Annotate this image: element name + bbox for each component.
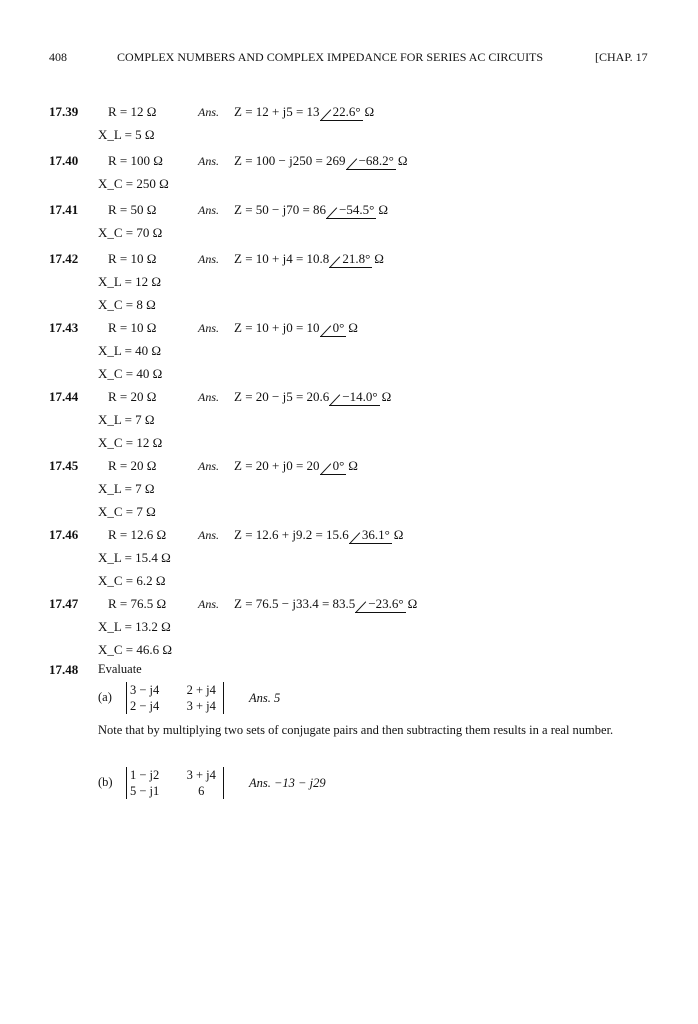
given-value: X_C = 40 Ω <box>98 366 163 381</box>
unit-symbol: Ω <box>378 202 389 217</box>
equation-text: Z = 100 − j250 = 269 <box>234 153 346 168</box>
problem-number: 17.48 <box>49 662 79 677</box>
answer-label: Ans. <box>198 203 219 217</box>
determinant-row <box>127 682 223 698</box>
angle-underline <box>329 405 379 406</box>
angle-value: 36.1° <box>361 527 390 542</box>
determinant-row <box>127 783 223 799</box>
given-value: R = 50 Ω <box>108 202 157 217</box>
angle-value: −14.0° <box>342 389 378 404</box>
angle-notation <box>349 527 390 543</box>
chapter-label: [CHAP. 17 <box>595 50 648 64</box>
part-a-label: (a) <box>98 690 112 704</box>
given-value: R = 12.6 Ω <box>108 527 167 542</box>
page-number: 408 <box>49 50 67 64</box>
given-value: X_L = 5 Ω <box>98 127 155 142</box>
equation-text: Z = 12.6 + j9.2 = 15.6 <box>234 527 349 542</box>
angle-value: 22.6° <box>332 104 361 119</box>
answer-label: Ans. <box>198 105 219 119</box>
angle-value: 21.8° <box>342 251 371 266</box>
angle-notation <box>355 596 403 612</box>
matrix-cell: 2 + j4 <box>186 683 216 697</box>
answer-label: Ans. <box>198 390 219 404</box>
unit-symbol: Ω <box>374 251 384 266</box>
determinant-row <box>127 698 223 714</box>
determinant-row <box>127 767 223 783</box>
part-b-label: (b) <box>98 775 113 789</box>
angle-underline <box>346 169 396 170</box>
angle-underline <box>329 267 372 268</box>
given-value: X_C = 12 Ω <box>98 435 163 450</box>
problem-number: 17.45 <box>49 458 79 473</box>
running-title: COMPLEX NUMBERS AND COMPLEX IMPEDANCE FOR SERIES AC CIRCUITS <box>117 50 544 64</box>
angle-underline <box>326 218 376 219</box>
equation-text: Z = 12 + j5 = 13 <box>234 104 320 119</box>
given-value: R = 20 Ω <box>108 389 157 404</box>
matrix-cell: 3 + j4 <box>186 699 216 713</box>
determinant-b <box>126 767 224 799</box>
unit-symbol: Ω <box>407 596 418 611</box>
angle-underline <box>320 120 363 121</box>
given-value: X_L = 15.4 Ω <box>98 550 171 565</box>
given-value: X_L = 13.2 Ω <box>98 619 171 634</box>
angle-underline <box>355 612 405 613</box>
equation-text: Z = 10 + j4 = 10.8 <box>234 251 330 266</box>
answer-label: Ans. <box>198 528 219 542</box>
unit-symbol: Ω <box>393 527 404 542</box>
matrix-cell: 3 + j4 <box>186 768 216 782</box>
angle-value: 0° <box>332 458 345 473</box>
unit-symbol: Ω <box>348 320 358 335</box>
impedance-equation <box>234 202 388 218</box>
angle-value: −23.6° <box>368 596 404 611</box>
angle-notation <box>320 104 361 120</box>
evaluate-label: Evaluate <box>98 662 142 676</box>
answer-label: Ans. <box>198 459 219 473</box>
given-value: X_C = 250 Ω <box>98 176 169 191</box>
matrix-cell: 3 − j4 <box>130 683 160 697</box>
problem-number: 17.47 <box>49 596 79 611</box>
angle-notation <box>320 458 345 474</box>
angle-underline <box>320 336 347 337</box>
unit-symbol: Ω <box>348 458 358 473</box>
equation-text: Z = 10 + j0 = 10 <box>234 320 320 335</box>
problem-number: 17.39 <box>49 104 79 119</box>
angle-notation <box>326 202 374 218</box>
matrix-cell: 6 <box>198 784 205 798</box>
answer-a: Ans. 5 <box>249 691 281 705</box>
given-value: X_L = 7 Ω <box>98 481 155 496</box>
angle-underline <box>320 474 347 475</box>
given-value: X_C = 6.2 Ω <box>98 573 166 588</box>
answer-label: Ans. <box>198 154 219 168</box>
given-value: X_C = 8 Ω <box>98 297 156 312</box>
matrix-cell: 1 − j2 <box>130 768 160 782</box>
problem-number: 17.44 <box>49 389 79 404</box>
problem-number: 17.46 <box>49 527 79 542</box>
answer-label: Ans. <box>198 597 219 611</box>
angle-notation <box>346 153 394 169</box>
answer-b: Ans. −13 − j29 <box>249 776 326 790</box>
problem-number: 17.41 <box>49 202 79 217</box>
equation-text: Z = 20 − j5 = 20.6 <box>234 389 330 404</box>
unit-symbol: Ω <box>397 153 408 168</box>
impedance-equation <box>234 251 384 267</box>
angle-value: −54.5° <box>339 202 375 217</box>
problem-number: 17.43 <box>49 320 79 335</box>
impedance-equation <box>234 320 358 336</box>
impedance-equation <box>234 458 358 474</box>
equation-text: Z = 20 + j0 = 20 <box>234 458 320 473</box>
angle-value: −68.2° <box>358 153 394 168</box>
given-value: X_L = 7 Ω <box>98 412 155 427</box>
given-value: X_C = 46.6 Ω <box>98 642 173 657</box>
given-value: X_L = 12 Ω <box>98 274 162 289</box>
note-paragraph: Note that by multiplying two sets of conjugate pairs and then subtracting them results in a real number. <box>98 723 614 737</box>
given-value: R = 76.5 Ω <box>108 596 167 611</box>
problem-number: 17.42 <box>49 251 79 266</box>
impedance-equation <box>234 153 408 169</box>
given-value: R = 10 Ω <box>108 251 157 266</box>
given-value: R = 100 Ω <box>108 153 163 168</box>
given-value: R = 10 Ω <box>108 320 157 335</box>
impedance-equation <box>234 527 403 543</box>
answer-label: Ans. <box>198 252 219 266</box>
impedance-equation <box>234 389 391 405</box>
unit-symbol: Ω <box>364 104 375 119</box>
equation-text: Z = 76.5 − j33.4 = 83.5 <box>234 596 356 611</box>
matrix-cell: 5 − j1 <box>130 784 160 798</box>
angle-value: 0° <box>332 320 345 335</box>
impedance-equation <box>234 104 374 120</box>
matrix-cell: 2 − j4 <box>130 699 160 713</box>
given-value: X_C = 70 Ω <box>98 225 163 240</box>
unit-symbol: Ω <box>381 389 392 404</box>
determinant-a <box>126 682 224 714</box>
given-value: R = 20 Ω <box>108 458 157 473</box>
angle-underline <box>349 543 392 544</box>
answer-label: Ans. <box>198 321 219 335</box>
angle-notation <box>320 320 345 336</box>
given-value: R = 12 Ω <box>108 104 157 119</box>
given-value: X_C = 7 Ω <box>98 504 156 519</box>
angle-notation <box>329 251 370 267</box>
angle-notation <box>329 389 377 405</box>
equation-text: Z = 50 − j70 = 86 <box>234 202 327 217</box>
given-value: X_L = 40 Ω <box>98 343 162 358</box>
impedance-equation <box>234 596 417 612</box>
problem-number: 17.40 <box>49 153 79 168</box>
